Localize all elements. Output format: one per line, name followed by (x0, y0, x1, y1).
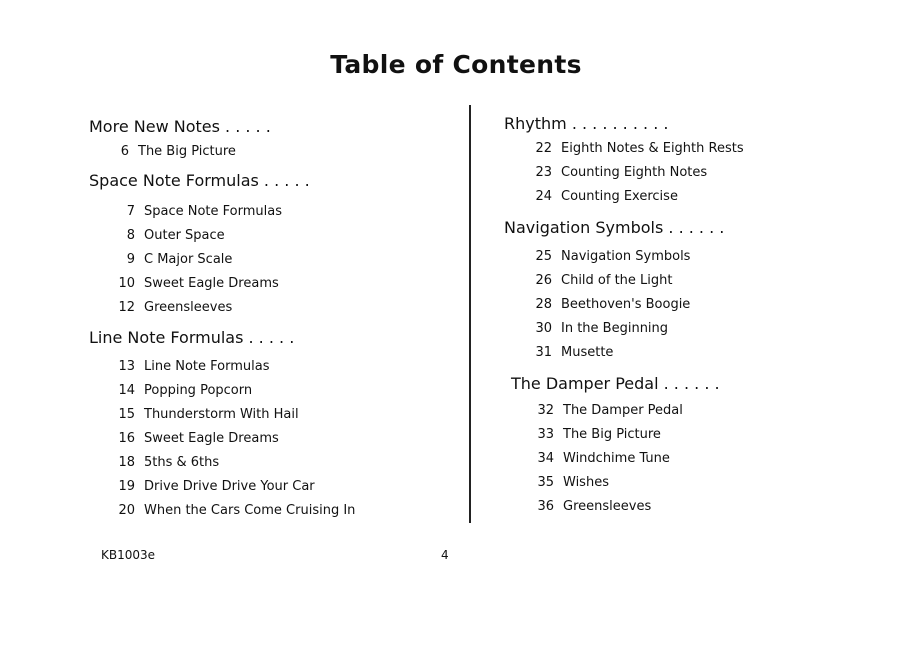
section-heading: Space Note Formulas . . . . . (89, 171, 310, 190)
toc-section (504, 215, 874, 365)
toc-entry (107, 248, 459, 272)
toc-entry (107, 451, 459, 475)
entry-title: Outer Space (144, 228, 225, 243)
toc-section (89, 168, 459, 320)
toc-entry (107, 224, 459, 248)
toc-section (504, 371, 874, 519)
entry-page-number: 32 (537, 403, 554, 418)
toc-entry (526, 399, 874, 423)
entry-page-number: 28 (535, 297, 552, 312)
entry-list (89, 140, 459, 164)
section-heading: Navigation Symbols . . . . . . (504, 218, 725, 237)
entry-title: Child of the Light (561, 273, 673, 288)
page-title: Table of Contents (330, 50, 582, 79)
entry-title: Wishes (563, 475, 609, 490)
entry-page-number: 23 (535, 165, 552, 180)
toc-entry (524, 245, 874, 269)
toc-entry (107, 403, 459, 427)
entry-title: Popping Popcorn (144, 383, 253, 398)
toc-entry (524, 185, 874, 209)
toc-entry (107, 379, 459, 403)
toc-entry (524, 293, 874, 317)
toc-entry (107, 475, 459, 499)
entry-page-number: 24 (535, 189, 552, 204)
entry-page-number: 26 (535, 273, 552, 288)
entry-page-number: 7 (126, 204, 135, 219)
toc-entry (524, 269, 874, 293)
entry-page-number: 16 (118, 431, 135, 446)
entry-page-number: 36 (537, 499, 554, 514)
toc-section (89, 325, 459, 523)
entry-title: Drive Drive Drive Your Car (144, 479, 315, 494)
toc-entry (111, 140, 459, 164)
entry-page-number: 34 (537, 451, 554, 466)
entry-page-number: 14 (118, 383, 135, 398)
toc-entry (107, 272, 459, 296)
entry-title: In the Beginning (561, 321, 669, 336)
entry-title: Thunderstorm With Hail (144, 407, 299, 422)
section-heading: More New Notes . . . . . (89, 117, 271, 136)
entry-page-number: 20 (118, 503, 135, 518)
entry-title: Navigation Symbols (561, 249, 691, 264)
page-number: 4 (441, 548, 449, 562)
entry-title: The Big Picture (563, 427, 661, 442)
entry-page-number: 9 (126, 252, 135, 267)
toc-section (89, 114, 459, 164)
entry-list (504, 245, 874, 365)
entry-title: Line Note Formulas (144, 359, 270, 374)
entry-page-number: 13 (118, 359, 135, 374)
entry-page-number: 6 (120, 144, 129, 159)
toc-entry (107, 499, 459, 523)
entry-page-number: 31 (535, 345, 552, 360)
entry-title: Greensleeves (563, 499, 652, 514)
entry-page-number: 10 (118, 276, 135, 291)
toc-entry (107, 355, 459, 379)
entry-page-number: 12 (118, 300, 135, 315)
toc-entry (526, 423, 874, 447)
section-heading: Rhythm . . . . . . . . . . (504, 114, 669, 133)
entry-title: Musette (561, 345, 614, 360)
entry-page-number: 19 (118, 479, 135, 494)
entry-page-number: 35 (537, 475, 554, 490)
entry-list (89, 355, 459, 523)
column-divider (469, 105, 471, 523)
entry-title: Beethoven's Boogie (561, 297, 691, 312)
toc-entry (107, 200, 459, 224)
entry-title: C Major Scale (144, 252, 233, 267)
toc-entry (107, 296, 459, 320)
entry-list (89, 200, 459, 320)
toc-entry (524, 341, 874, 365)
entry-title: Counting Eighth Notes (561, 165, 708, 180)
entry-title: Sweet Eagle Dreams (144, 431, 279, 446)
left-column (89, 114, 459, 523)
entry-list (504, 399, 874, 519)
entry-title: Windchime Tune (563, 451, 670, 466)
entry-page-number: 22 (535, 141, 552, 156)
toc-entry (524, 317, 874, 341)
entry-title: When the Cars Come Cruising In (144, 503, 356, 518)
right-column (504, 111, 874, 519)
entry-title: Space Note Formulas (144, 204, 282, 219)
toc-entry (526, 471, 874, 495)
section-heading: Line Note Formulas . . . . . (89, 328, 295, 347)
entry-title: Counting Exercise (561, 189, 678, 204)
entry-title: The Big Picture (138, 144, 236, 159)
entry-page-number: 18 (118, 455, 135, 470)
entry-title: Eighth Notes & Eighth Rests (561, 141, 744, 156)
toc-entry (524, 137, 874, 161)
entry-title: 5ths & 6ths (144, 455, 220, 470)
entry-title: Greensleeves (144, 300, 233, 315)
entry-page-number: 33 (537, 427, 554, 442)
toc-entry (526, 495, 874, 519)
entry-page-number: 30 (535, 321, 552, 336)
entry-list (504, 137, 874, 209)
toc-entry (524, 161, 874, 185)
toc-entry (526, 447, 874, 471)
entry-page-number: 15 (118, 407, 135, 422)
entry-title: The Damper Pedal (563, 403, 683, 418)
section-heading: The Damper Pedal . . . . . . (511, 374, 720, 393)
entry-page-number: 25 (535, 249, 552, 264)
toc-entry (107, 427, 459, 451)
entry-title: Sweet Eagle Dreams (144, 276, 279, 291)
toc-section (504, 111, 874, 209)
entry-page-number: 8 (126, 228, 135, 243)
book-code: KB1003e (101, 548, 156, 562)
